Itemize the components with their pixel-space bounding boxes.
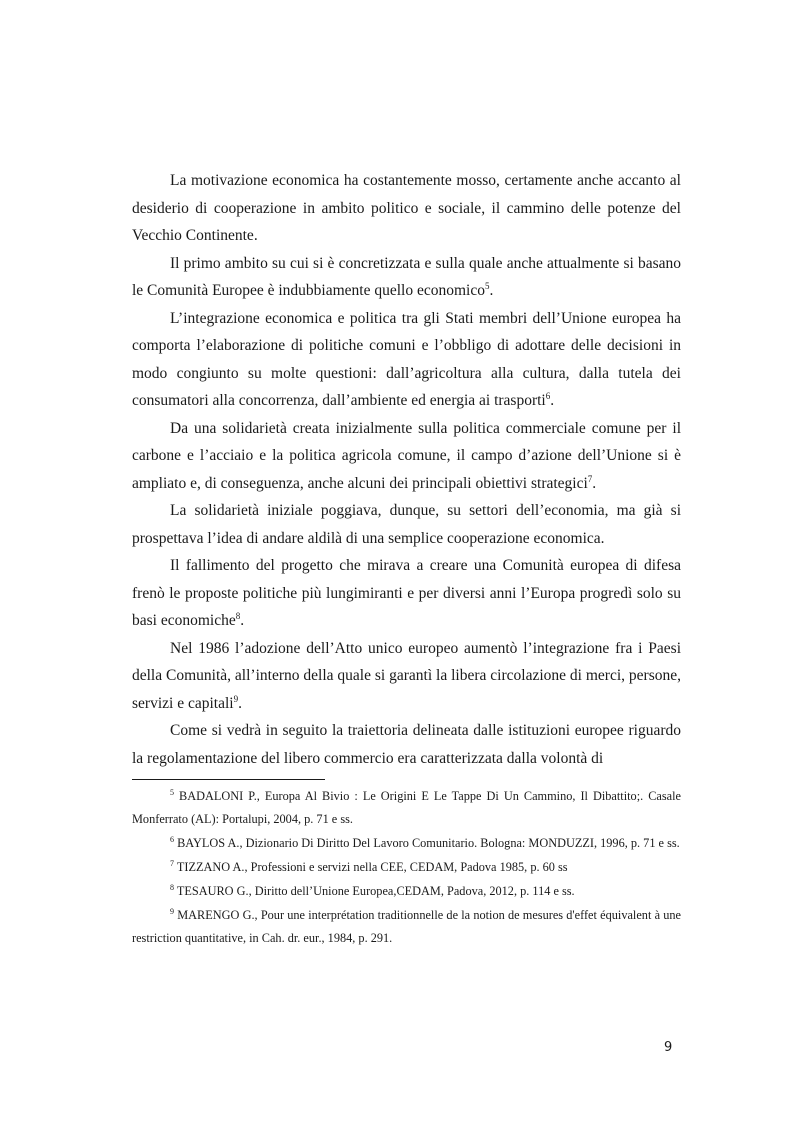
- footnote: $^8$ TESAURO G., Diritto dell’Unione Europea,CEDAM, Padova, 2012, p. 114 e ss.: [170, 882, 575, 898]
- footnote-divider: [132, 779, 325, 780]
- footnote-number: 5: [170, 787, 174, 797]
- paragraph: La motivazione economica ha costantemente mosso, certamente anche accanto al desiderio di cooperazione in ambito politico e sociale, il cammino delle potenze del Vecchio Continente.: [132, 172, 681, 244]
- footnote-number: 8: [170, 882, 174, 892]
- footnote-number: 9: [170, 906, 174, 916]
- body-text: [132, 167, 681, 772]
- footnote-number: 7: [170, 858, 174, 868]
- footnotes: [132, 785, 681, 951]
- paragraph: Il fallimento del progetto che mirava a creare una Comunità europea di difesa frenò le proposte politiche più lungimiranti e per diversi anni l’Europa progredì solo su basi economiche$^8$.: [132, 557, 681, 629]
- paragraph: Il primo ambito su cui si è concretizzata e sulla quale anche attualmente si basano le Comunità Europee è indubbiamente quello economico$^5$.: [132, 254, 681, 299]
- page-number: 9: [664, 1040, 673, 1055]
- footnote: $^7$ TIZZANO A., Professioni e servizi nella CEE, CEDAM, Padova 1985, p. 60 ss: [170, 858, 568, 874]
- footnote-ref: 5: [484, 280, 490, 291]
- footnote-ref: 8: [235, 610, 241, 621]
- paragraph: Nel 1986 l’adozione dell’Atto unico europeo aumentò l’integrazione fra i Paesi della Comunità, all’interno della quale si garantì la libera circolazione di merci, persone, servizi e capitali$^9$.: [132, 639, 681, 712]
- footnote-number: 6: [170, 834, 174, 844]
- footnote: $^6$ BAYLOS A., Dizionario Di Diritto Del Lavoro Comunitario. Bologna: MONDUZZI, 1996, p. 71 e ss.: [170, 834, 680, 850]
- paragraph: Come si vedrà in seguito la traiettoria delineata dalle istituzioni europee riguardo la regolamentazione del libero commercio era caratterizzata dalla volontà di: [132, 722, 681, 767]
- footnote-ref: 9: [233, 693, 239, 704]
- paragraph: La solidarietà iniziale poggiava, dunque, su settori dell’economia, ma già si prospettava l’idea di andare aldilà di una semplice cooperazione economica.: [132, 502, 681, 547]
- paragraph: L’integrazione economica e politica tra gli Stati membri dell’Unione europea ha comporta l’elaborazione di politiche comuni e l’obbligo di adottare delle decisioni in modo congiunto su molte questioni: dall’agricoltura alla cultura, dalla tutela dei consumatori alla concorrenza, dall’ambiente ed energia ai trasporti$^6$.: [132, 309, 681, 409]
- footnote: $^9$ MARENGO G., Pour une interprétation traditionnelle de la notion de mesures d'effet équivalent à une restriction quantitative, in Cah. dr. eur., 1984, p. 291.: [132, 906, 681, 945]
- footnote: $^5$ BADALONI P., Europa Al Bivio : Le Origini E Le Tappe Di Un Cammino, Il Dibattito;. Casale Monferrato (AL): Portalupi, 2004, p. 71 e ss.: [132, 787, 681, 826]
- footnote-ref: 7: [587, 473, 593, 484]
- paragraph: Da una solidarietà creata inizialmente sulla politica commerciale comune per il carbone e l’acciaio e la politica agricola comune, il campo d’azione dell’Unione si è ampliato e, di conseguenza, anche alcuni dei principali obiettivi strategici$^7$.: [132, 419, 681, 492]
- footnote-ref: 6: [545, 390, 551, 401]
